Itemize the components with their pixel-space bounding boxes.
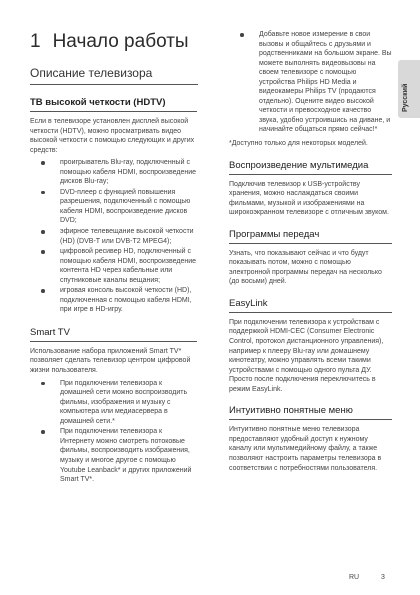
menus-text: Интуитивно понятные меню телевизора предоставляют удобный доступ к нужному каналу или мультимедийному файлу, а также позволяют настроить параметры телевизора в соответствии с потребностями пользователя. <box>229 426 382 472</box>
smarttv-continued-list <box>229 30 392 135</box>
hdtv-heading: ТВ высокой четкости (HDTV) <box>30 97 197 112</box>
multimedia-heading: Воспроизведение мультимедиа <box>229 160 392 175</box>
list-item: При подключении телевизора к домашней сети можно воспроизводить фильмы, изображения и музыку с компьютера или медиасервера в домашней сети.* <box>30 379 197 427</box>
left-column <box>30 97 197 489</box>
easylink-text: При подключении телевизора к устройствам с поддержкой HDMI-CEC (Consumer Electronic Control, протокол дистанционного управления), например к плееру Blu-ray или домашнему кинотеатру, можно управлять всеми такими устройствами с помощью одного пульта ДУ. Просто после подключения переключитесь в режим EasyLink. <box>229 318 384 393</box>
smarttv-bullet-list <box>30 379 197 485</box>
list-item: Добавьте новое измерение в свои вызовы и общайтесь с друзьями и родственниками на большом экране. Вы можете выполнять видеовызовы на своем телевизоре с помощью устройства Philips HD Media и видеокамеры Philips TV (продаются отдельно). Оцените видео высокой четкости и превосходное качество звука, удобно устроившись на диване, и начинайте общаться прямо сейчас!* <box>229 30 392 135</box>
list-item: DVD-плеер с функцией повышения разрешения, подключенный с помощью кабеля HDMI, воспроизведение дисков DVD; <box>30 188 197 226</box>
section-title: Описание телевизора <box>30 66 198 85</box>
chapter-heading <box>30 31 189 53</box>
smarttv-heading: Smart TV <box>30 327 197 342</box>
language-side-tab <box>398 60 420 118</box>
list-item: При подключении телевизора к Интернету можно смотреть потоковые фильмы, воспроизводить изображения, музыку и многое другое с помощью Youtube Leanback* и других приложений Smart TV*. <box>30 427 197 484</box>
right-column <box>229 30 392 476</box>
availability-footnote: *Доступно только для некоторых моделей. <box>229 140 368 148</box>
hdtv-bullet-list <box>30 158 197 315</box>
programs-heading: Программы передач <box>229 229 392 244</box>
easylink-heading: EasyLink <box>229 298 392 313</box>
programs-text: Узнать, что показывают сейчас и что будут показывать потом, можно с помощью электронной программы передач на несколько (до восьми) дней. <box>229 249 382 286</box>
language-label: Русский <box>402 83 409 112</box>
list-item: игровая консоль высокой четкости (HD), подключенная с помощью кабеля HDMI, при игре в HD-игру. <box>30 286 197 315</box>
multimedia-text: Подключив телевизор к USB-устройству хранения, можно наслаждаться своими фильмами, музыкой и изображениями на широкоэкранном телевизоре с отличным звуком. <box>229 180 389 217</box>
list-item: цифровой ресивер HD, подключенный с помощью кабеля HDMI, воспроизведение контента HD через кабельные или спутниковые каналы вещания; <box>30 247 197 285</box>
hdtv-intro: Если в телевизоре установлен дисплей высокой четкости (HDTV), можно просматривать видео высокой четкости с помощью следующих и других средств: <box>30 118 195 154</box>
chapter-title: Начало работы <box>52 31 189 52</box>
list-item: проигрыватель Blu-ray, подключенный с помощью кабеля HDMI, воспроизведение дисков Blu-ray; <box>30 158 197 187</box>
smarttv-intro: Использование набора приложений Smart TV* позволяет сделать телевизор центром цифровой жизни пользователя. <box>30 347 191 375</box>
menus-heading: Интуитивно понятные меню <box>229 405 392 420</box>
footer-language: RU <box>349 574 360 581</box>
chapter-number: 1 <box>30 31 41 52</box>
page-number: 3 <box>381 574 385 581</box>
list-item: эфирное телевещание высокой четкости (HD) (DVB-T или DVB-T2 MPEG4); <box>30 227 197 246</box>
